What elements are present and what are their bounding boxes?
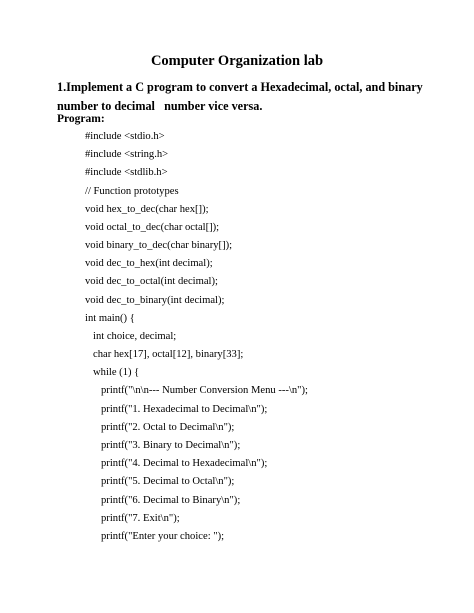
code-line: void dec_to_hex(int decimal); [85,258,213,269]
program-label: Program: [57,113,105,125]
code-line: void dec_to_octal(int decimal); [85,276,218,287]
code-line: char hex[17], octal[12], binary[33]; [93,349,244,360]
code-line: printf("5. Decimal to Octal\n"); [101,476,235,487]
code-line: printf("1. Hexadecimal to Decimal\n"); [101,404,268,415]
code-line: printf("7. Exit\n"); [101,513,180,524]
code-line: printf("\n\n--- Number Conversion Menu ---\n"); [101,385,308,396]
code-line: #include <stdlib.h> [85,167,168,178]
code-line: void dec_to_binary(int decimal); [85,295,225,306]
task-heading-line-2: number to decimal number vice versa. [57,99,263,113]
document-title: Computer Organization lab [150,53,324,69]
code-line: printf("2. Octal to Decimal\n"); [101,422,235,433]
code-line: while (1) { [93,367,140,378]
code-line: void binary_to_dec(char binary[]); [85,240,233,251]
code-line: printf("4. Decimal to Hexadecimal\n"); [101,458,268,469]
task-heading [57,78,423,116]
task-heading-line-1: 1.Implement a C program to convert a Hexadecimal, octal, and binary [57,80,423,94]
code-line: int choice, decimal; [93,331,177,342]
code-line: printf("6. Decimal to Binary\n"); [101,495,241,506]
code-line: printf("3. Binary to Decimal\n"); [101,440,241,451]
code-line: int main() { [85,313,135,324]
code-line: printf("Enter your choice: "); [101,531,225,542]
code-line: #include <stdio.h> [85,131,165,142]
code-line: void hex_to_dec(char hex[]); [85,204,209,215]
code-line: // Function prototypes [85,186,179,197]
code-line: #include <string.h> [85,149,169,160]
code-line: void octal_to_dec(char octal[]); [85,222,220,233]
